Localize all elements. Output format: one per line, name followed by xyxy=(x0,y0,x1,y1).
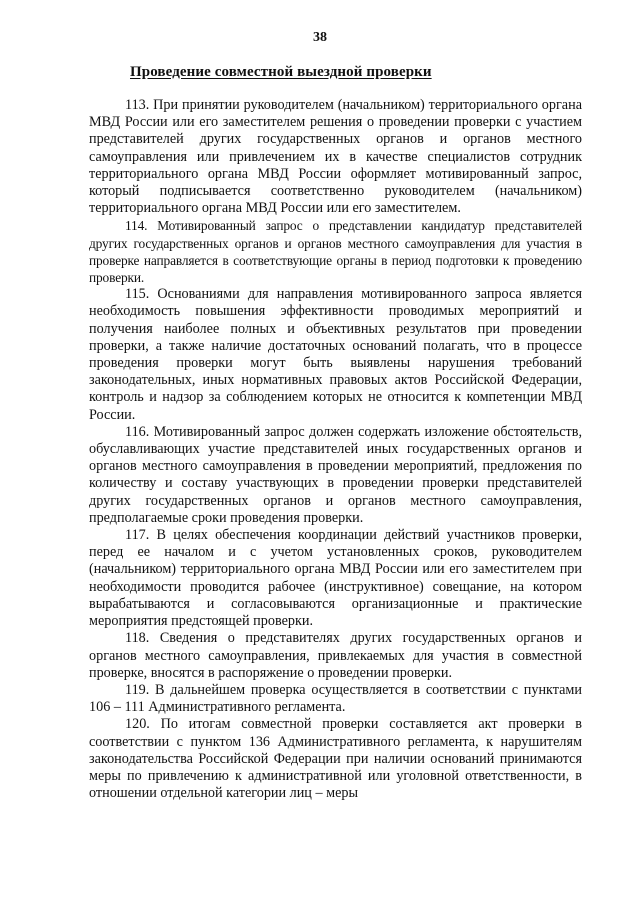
paragraph-119: 119. В дальнейшем проверка осуществляется в соответствии с пунктами 106 – 111 Административного регламента. xyxy=(89,681,582,716)
paragraph-120: 120. По итогам совместной проверки составляется акт проверки в соответствии с пунктом 136 Административного регламента, к нарушителям законодательства Российской Федерации при наличии оснований принимаются меры по привлечению к административной или уголовной ответственности, в отношении отдельной категории лиц – меры xyxy=(89,716,582,802)
document-body xyxy=(89,97,582,802)
paragraph-114: 114. Мотивированный запрос о представлении кандидатур представителей других государственных органов и органов местного самоуправления для участия в проверке направляется в соответствующие органы в период подготовки к проведению проверки. xyxy=(89,218,582,286)
section-heading: Проведение совместной выездной проверки xyxy=(130,64,432,80)
paragraph-118: 118. Сведения о представителях других государственных органов и органов местного самоуправления, привлекаемых для участия в совместной проверке, вносятся в распоряжение о проведении проверки. xyxy=(89,630,582,681)
paragraph-116: 116. Мотивированный запрос должен содержать изложение обстоятельств, обуславливающих участие представителей иных государственных органов и органов местного самоуправления в проведении мероприятий, предложения по количеству и составу участвующих в проведении проверки представителей других государственных органов и органов местного самоуправления, предполагаемые сроки проведения проверки. xyxy=(89,423,582,526)
paragraph-117: 117. В целях обеспечения координации действий участников проверки, перед ее началом и с учетом установленных сроков, руководителем (начальником) территориального органа МВД России или его заместителем при необходимости проводится рабочее (инструктивное) совещание, на котором вырабатываются и согласовываются организационные и практические мероприятия предстоящей проверки. xyxy=(89,527,582,630)
paragraph-113: 113. При принятии руководителем (начальником) территориального органа МВД России или его заместителем решения о проведении проверки с участием представителей других государственных органов и органов местного самоуправления или привлечением их в качестве специалистов сотрудник территориального органа МВД России оформляет мотивированный запрос, который подписывается соответственно руководителем (начальником) территориального органа МВД России или его заместителем. xyxy=(89,97,582,217)
paragraph-115: 115. Основаниями для направления мотивированного запроса является необходимость повышения эффективности проводимых мероприятий и получения наиболее полных и объективных результатов при проведении проверки, а также наличие достаточных оснований полагать, что в процессе проведения проверки могут быть выявлены нарушения требований законодательных, иных нормативных правовых актов Российской Федерации, контроль и надзор за соблюдением которых не относится к компетенции МВД России. xyxy=(89,286,582,423)
page-number: 38 xyxy=(313,30,327,45)
